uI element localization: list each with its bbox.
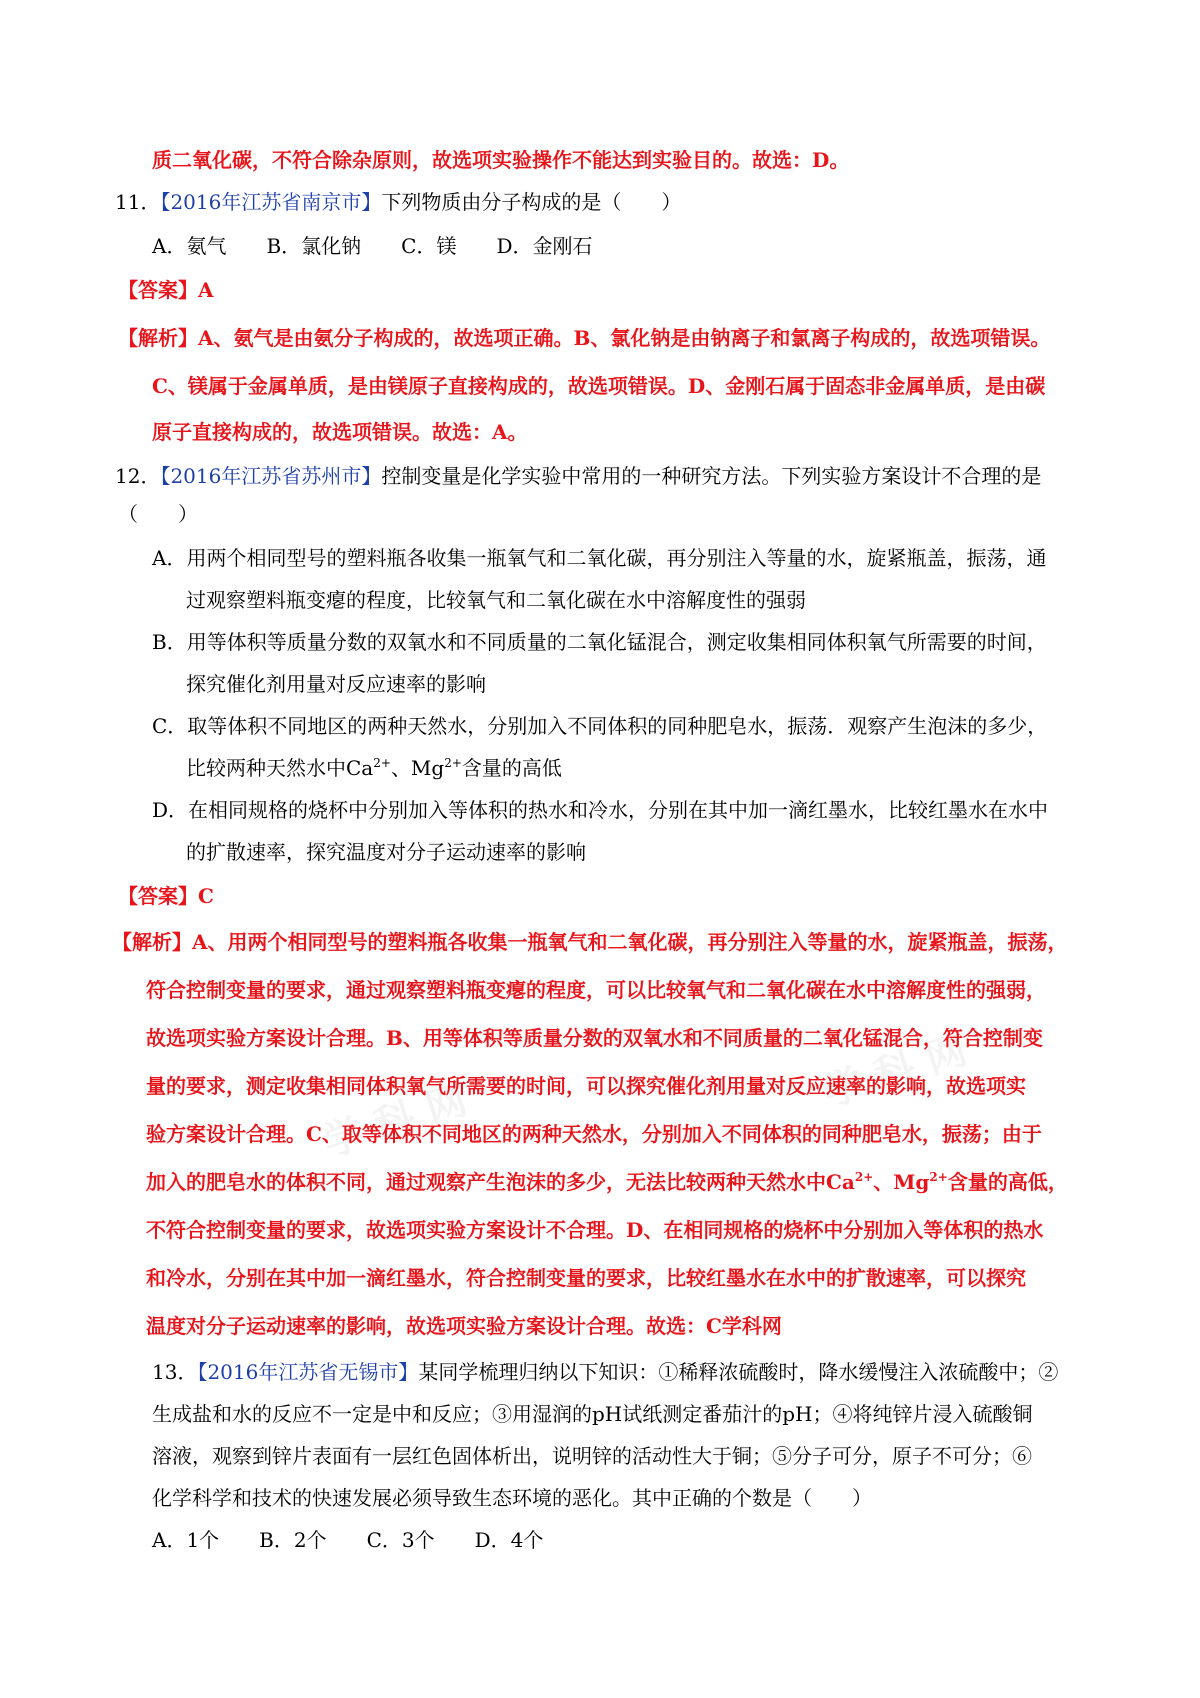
question-12-explanation-line: 量的要求，测定收集相同体积氧气所需要的时间，可以探究催化剂用量对反应速率的影响，故选项实	[146, 1074, 1026, 1098]
question-11-explanation-line: C、镁属于金属单质，是由镁原子直接构成的，故选项错误。D、金刚石属于固态非金属单质，是由碳	[152, 374, 1046, 398]
question-11-options: A．氨气 B．氯化钠 C．镁 D．金刚石	[152, 234, 593, 258]
question-12-explanation-line: 和冷水，分别在其中加一滴红墨水，符合控制变量的要求，比较红墨水在水中的扩散速率，可以探究	[146, 1266, 1026, 1290]
question-11-answer	[118, 278, 214, 302]
answer-label: 【答案】	[118, 884, 198, 908]
watermark: 学 科 网	[317, 1077, 473, 1167]
question-text: 控制变量是化学实验中常用的一种研究方法。下列实验方案设计不合理的是	[381, 464, 1042, 488]
question-12-explanation-line: 加入的肥皂水的体积不同，通过观察产生泡沫的多少，无法比较两种天然水中$Ca^{2+}$、$Mg^{2+}$含量的高低，	[146, 1170, 1068, 1194]
question-12-explanation-line: 故选项实验方案设计合理。B、用等体积等质量分数的双氧水和不同质量的二氧化锰混合，符合控制变	[146, 1026, 1043, 1050]
option-d-line: D．在相同规格的烧杯中分别加入等体积的热水和冷水，分别在其中加一滴红墨水，比较红墨水在水中	[152, 798, 1049, 822]
question-12-explanation-line: 验方案设计合理。C、取等体积不同地区的两种天然水，分别加入不同体积的同种肥皂水，振荡；由于	[146, 1122, 1042, 1146]
question-number: 12．	[115, 464, 161, 488]
question-12-explanation-line: 温度对分子运动速率的影响，故选项实验方案设计合理。故选：C学科网	[146, 1314, 782, 1338]
question-12-explanation-line: 符合控制变量的要求，通过观察塑料瓶变瘪的程度，可以比较氧气和二氧化碳在水中溶解度性的强弱，	[146, 978, 1046, 1002]
question-12	[115, 464, 1041, 488]
option-b-line: B．用等体积等质量分数的双氧水和不同质量的二氧化锰混合，测定收集相同体积氧气所需要的时间，	[152, 630, 1047, 654]
option-d-line: 的扩散速率，探究温度对分子运动速率的影响	[186, 840, 586, 864]
option-c-line: C．取等体积不同地区的两种天然水，分别加入不同体积的同种肥皂水，振荡．观察产生泡沫的多少，	[152, 714, 1048, 738]
question-11-explanation-line: 【解析】A、氨气是由氨分子构成的，故选项正确。B、氯化钠是由钠离子和氯离子构成的，故选项错误。	[118, 326, 1051, 350]
option-b-line: 探究催化剂用量对反应速率的影响	[186, 672, 486, 696]
question-12-explanation-line: 不符合控制变量的要求，故选项实验方案设计不合理。D、在相同规格的烧杯中分别加入等体积的热水	[146, 1218, 1044, 1242]
question-13	[152, 1360, 1058, 1384]
option-a-line: A．用两个相同型号的塑料瓶各收集一瓶氧气和二氧化碳，再分别注入等量的水，旋紧瓶盖，振荡，通	[152, 546, 1047, 570]
explanation-label: 【解析】	[118, 326, 198, 350]
question-text: 某同学梳理归纳以下知识：①稀释浓硫酸时，降水缓慢注入浓硫酸中；②	[418, 1360, 1059, 1384]
question-12-explanation-line: 【解析】A、用两个相同型号的塑料瓶各收集一瓶氧气和二氧化碳，再分别注入等量的水，旋紧瓶盖，振荡，	[112, 930, 1068, 954]
question-source: 【2016年江苏省苏州市】	[160, 464, 382, 488]
option-a-line: 过观察塑料瓶变瘪的程度，比较氧气和二氧化碳在水中溶解度性的强弱	[186, 588, 806, 612]
option-c-line: 比较两种天然水中$Ca^{2+}$、$Mg^{2+}$含量的高低	[186, 756, 562, 780]
question-text: 下列物质由分子构成的是（ ）	[381, 190, 682, 214]
question-source: 【2016年江苏省南京市】	[160, 190, 382, 214]
question-11-explanation-line: 原子直接构成的，故选项错误。故选：A。	[152, 420, 528, 444]
question-number: 13．	[152, 1360, 198, 1384]
question-11	[115, 190, 681, 214]
question-12-blank: （ ）	[118, 502, 198, 526]
question-13-line: 化学科学和技术的快速发展必须导致生态环境的恶化。其中正确的个数是（ ）	[152, 1486, 872, 1510]
answer-value: C	[198, 884, 214, 908]
question-12-answer	[118, 884, 214, 908]
question-13-line: 生成盐和水的反应不一定是中和反应；③用湿润的pH试纸测定番茄汁的pH；④将纯锌片浸入硫酸铜	[152, 1402, 1033, 1426]
answer-value: A	[198, 278, 214, 302]
question-number: 11．	[115, 190, 161, 214]
explanation-label: 【解析】	[112, 930, 192, 954]
question-13-line: 溶液，观察到锌片表面有一层红色固体析出，说明锌的活动性大于铜；⑤分子可分，原子不可分；⑥	[152, 1444, 1032, 1468]
answer-label: 【答案】	[118, 278, 198, 302]
prev-explanation-tail: 质二氧化碳，不符合除杂原则，故选项实验操作不能达到实验目的。故选：D。	[152, 148, 850, 172]
watermark: 学 科 网	[817, 1027, 973, 1117]
question-13-options: A．1个 B．2个 C．3个 D．4个	[152, 1528, 544, 1552]
question-source: 【2016年江苏省无锡市】	[197, 1360, 419, 1384]
